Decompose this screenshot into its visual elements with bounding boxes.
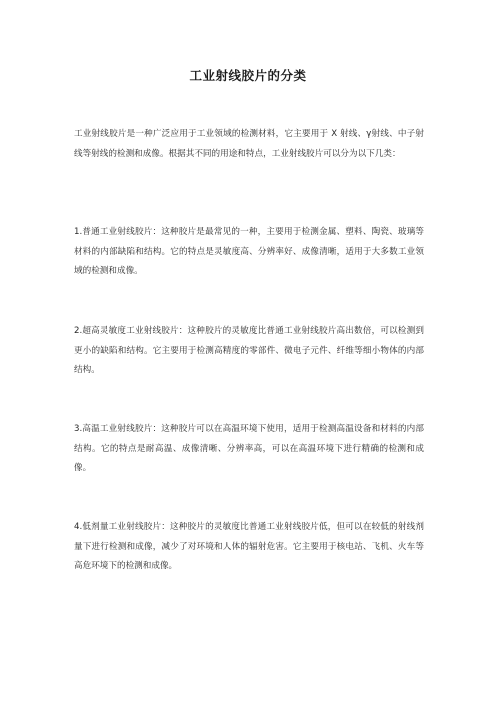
page-title: 工业射线胶片的分类 [189,68,307,83]
paragraph-low-dose-film: 4.低剂量工业射线胶片：这种胶片的灵敏度比普通工业射线胶片低，但可以在较低的射线剂量下进行检测和成像，减少了对环境和人体的辐射危害。它主要用于核电站、飞机、火车等高危环境下的检测和成像。 [74,522,424,571]
paragraph-ordinary-film: 1.普通工业射线胶片：这种胶片是最常见的一种，主要用于检测金属、塑料、陶瓷、玻璃等材料的内部缺陷和结构。它的特点是灵敏度高、分辨率好、成像清晰，适用于大多数工业领域的检测和成像。 [74,227,424,276]
paragraph-high-temperature-film: 3.高温工业射线胶片：这种胶片可以在高温环境下使用，适用于检测高温设备和材料的内部结构。它的特点是耐高温、成像清晰、分辨率高，可以在高温环境下进行精确的检测和成像。 [74,424,424,473]
paragraph-ultra-sensitive-film: 2.超高灵敏度工业射线胶片：这种胶片的灵敏度比普通工业射线胶片高出数倍，可以检测到更小的缺陷和结构。它主要用于检测高精度的零部件、微电子元件、纤维等细小物体的内部结构。 [74,326,424,375]
intro-paragraph: 工业射线胶片是一种广泛应用于工业领域的检测材料，它主要用于 X 射线、γ射线、中子射线等射线的检测和成像。根据其不同的用途和特点，工业射线胶片可以分为以下几类： [74,129,424,159]
